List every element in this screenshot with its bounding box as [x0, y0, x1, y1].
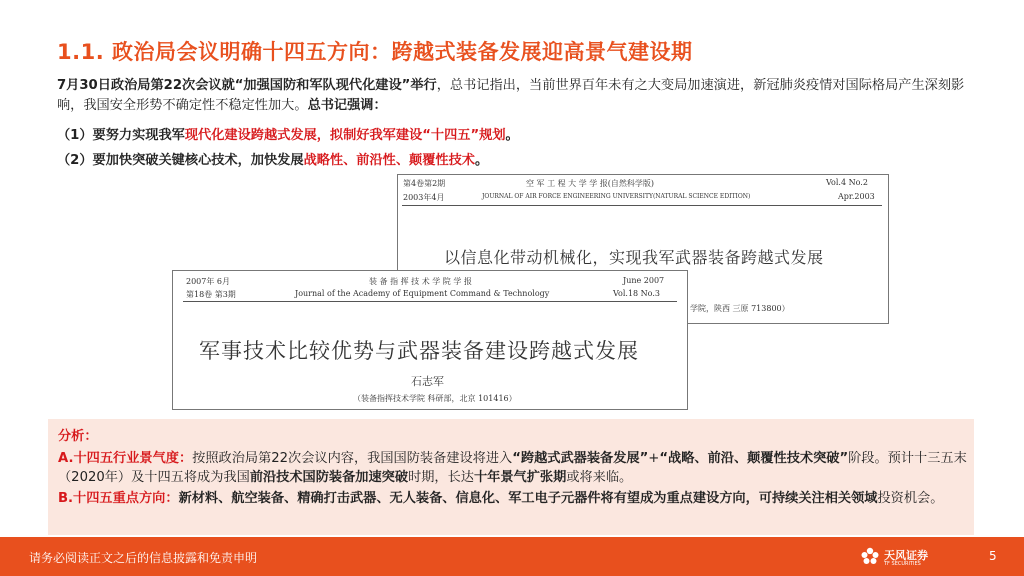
- clip1-headline: 以信息化带动机械化，实现我军武器装备跨越式发展: [444, 248, 824, 267]
- clip2-date: 2007年 6月: [186, 277, 230, 286]
- clip1-journal-en: JOURNAL OF AIR FORCE ENGINEERING UNIVERSITY(NATURAL SCIENCE EDITION): [482, 193, 751, 200]
- analysis-box: [48, 419, 974, 535]
- footer-bar: [0, 537, 1024, 576]
- clip1-affiliation: 学院，陕西 三原 713800）: [690, 304, 790, 313]
- clip2-date-en: June 2007: [623, 276, 665, 285]
- point-2: （2）要加快突破关键核心技术，加快发展战略性、前沿性、颠覆性技术。: [57, 153, 489, 168]
- tf-securities-logo: 天风证券 TF SECURITIES: [860, 544, 940, 570]
- analysis-heading: 分析：: [58, 429, 98, 444]
- clip2-journal-en: Journal of the Academy of Equipment Command & Technology: [295, 289, 550, 298]
- clip2-volume-en: Vol.18 No.3: [613, 289, 660, 298]
- page-title: 1.1. 政治局会议明确十四五方向：跨越式装备发展迎高景气建设期: [57, 40, 693, 64]
- clip2-rule: [183, 301, 677, 302]
- point-1: （1）要努力实现我军现代化建设跨越式发展，拟制好我军建设“十四五”规划。: [57, 128, 519, 143]
- clip1-volume: 第4卷第2期: [403, 179, 446, 188]
- analysis-point-b: B.十四五重点方向：新材料、航空装备、精确打击武器、无人装备、信息化、军工电子元器件将有望成为重点建设方向，可持续关注相关领域投资机会。: [58, 491, 944, 506]
- clip1-journal-cn: 空 军 工 程 大 学 学 报(自然科学版): [526, 179, 655, 188]
- clip1-date: 2003年4月: [403, 193, 445, 202]
- intro-paragraph: 7月30日政治局第22次会议就“加强国防和军队现代化建设”举行，总书记指出，当前世界百年未有之大变局加速演进，新冠肺炎疫情对国际格局产生深刻影响，我国安全形势不确定性不稳定性加大。总书记强调：: [57, 78, 965, 113]
- analysis-body: [58, 449, 968, 510]
- page-number: 5: [989, 549, 997, 563]
- journal-clip-equipment: [172, 270, 688, 410]
- clip2-volume: 第18卷 第3期: [186, 290, 236, 299]
- disclaimer-text: 请务必阅读正文之后的信息披露和免责申明: [29, 551, 258, 565]
- clip2-headline: 军事技术比较优势与武器装备建设跨越式发展: [199, 339, 639, 363]
- clip1-volume-en: Vol.4 No.2: [826, 178, 868, 187]
- analysis-point-a: A.十四五行业景气度：按照政治局第22次会议内容，我国国防装备建设将进入“跨越式武器装备发展”+“战略、前沿、颠覆性技术突破”阶段。预计十三五末（2020年）及十四五将成为我国前沿技术国防装备加速突破时期，长达十年景气扩张期或将来临。: [58, 451, 967, 485]
- clip2-journal-cn: 装 备 指 挥 技 术 学 院 学 报: [369, 277, 472, 286]
- clip2-author: 石志军: [411, 375, 444, 388]
- logo-flower-icon: [860, 546, 880, 568]
- clip1-rule: [402, 205, 882, 206]
- clip1-date-en: Apr.2003: [838, 192, 875, 201]
- clip2-affiliation: （装备指挥技术学院 科研部，北京 101416）: [353, 394, 517, 403]
